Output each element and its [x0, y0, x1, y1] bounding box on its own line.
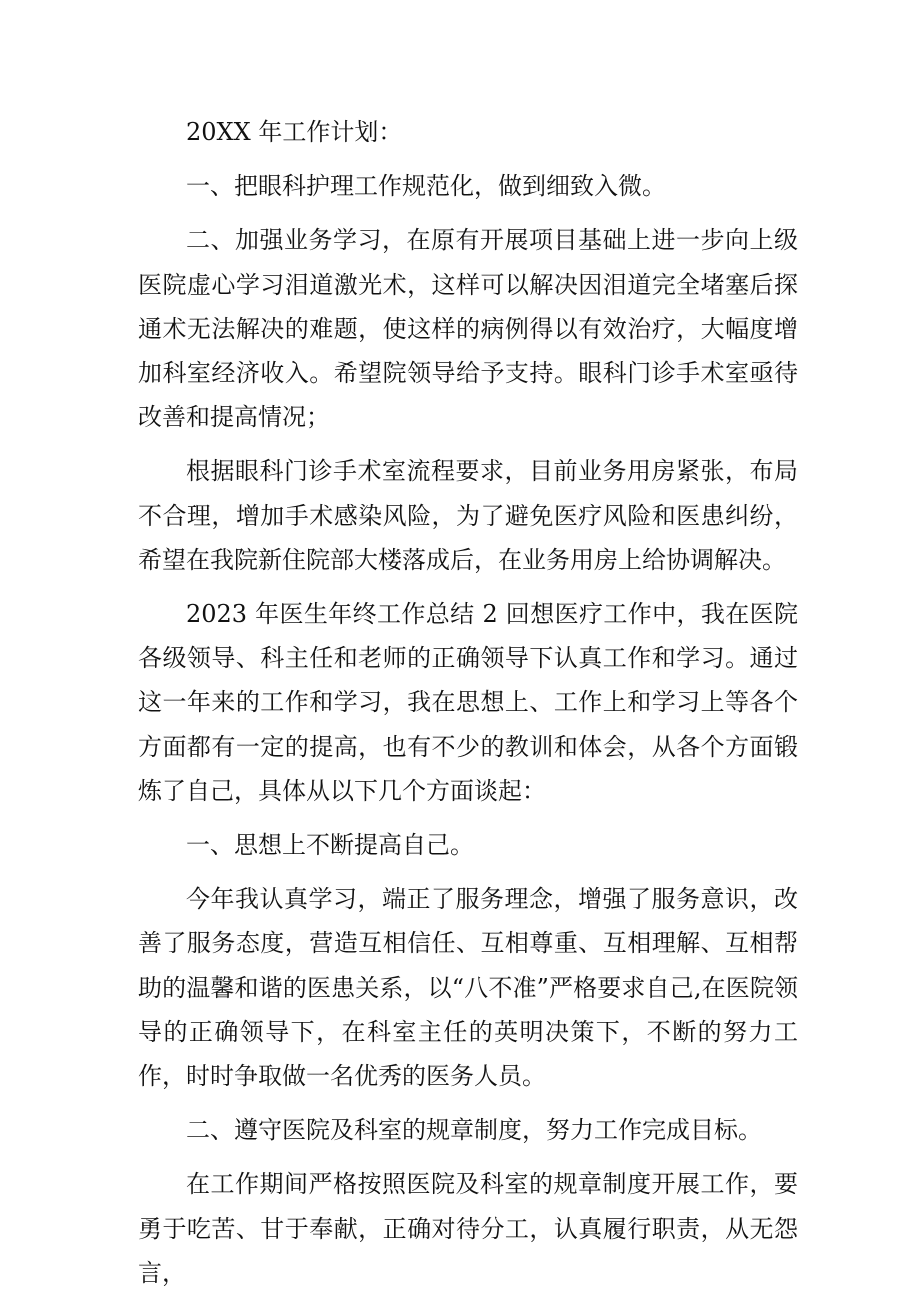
- paragraph-plan-item-1: 一、把眼科护理工作规范化，做到细致入微。: [186, 172, 666, 201]
- paragraph-plan-title: 20XX 年工作计划：: [186, 118, 403, 146]
- paragraph-section-2-heading: 二、遵守医院及科室的规章制度，努力工作完成目标。: [186, 1116, 762, 1145]
- document-body: [138, 110, 798, 1295]
- paragraph-summary-intro: 2023 年医生年终工作总结 2 回想医疗工作中，我在医院各级领导、科主任和老师的正确领导下认真工作和学习。通过这一年来的工作和学习，我在思想上、工作上和学习上等各个方面都有一定的提高，也有不少的教训和体会，从各个方面锻炼了自己，具体从以下几个方面谈起：: [138, 600, 798, 805]
- paragraph-section-2-body: 在工作期间严格按照医院及科室的规章制度开展工作，要勇于吃苦、甘于奉献，正确对待分工，认真履行职责，从无怨言，: [138, 1170, 798, 1287]
- paragraph-surgery-room: 根据眼科门诊手术室流程要求，目前业务用房紧张，布局不合理，增加手术感染风险，为了避免医疗风险和医患纠纷，希望在我院新住院部大楼落成后，在业务用房上给协调解决。: [138, 457, 798, 574]
- paragraph-section-1-body: 今年我认真学习，端正了服务理念，增强了服务意识，改善了服务态度，营造互相信任、互相尊重、互相理解、互相帮助的温馨和谐的医患关系，以“八不准”严格要求自己,在医院领导的正确领导下，在科室主任的英明决策下，不断的努力工作，时时争取做一名优秀的医务人员。: [138, 885, 798, 1091]
- paragraph-plan-item-2: 二、加强业务学习，在原有开展项目基础上进一步向上级医院虚心学习泪道激光术，这样可以解决因泪道完全堵塞后探通术无法解决的难题，使这样的病例得以有效治疗，大幅度增加科室经济收入。希望院领导给予支持。眼科门诊手术室亟待改善和提高情况；: [138, 226, 798, 432]
- paragraph-section-1-heading: 一、思想上不断提高自己。: [186, 831, 474, 860]
